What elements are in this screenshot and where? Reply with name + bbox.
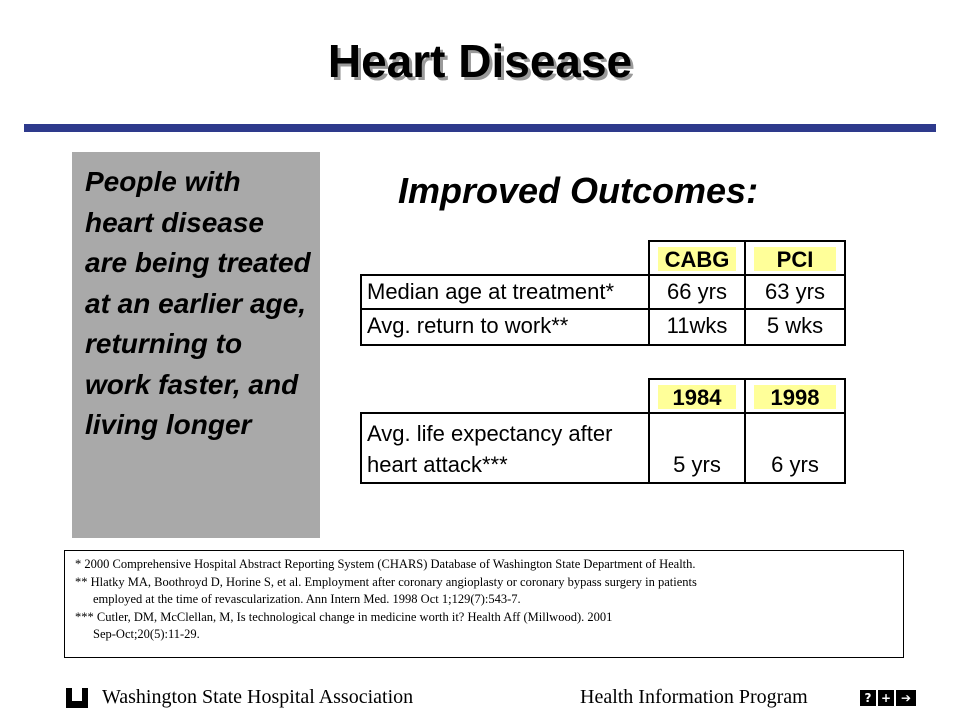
- callout-box: [72, 152, 320, 538]
- table1-row1-pci: 63 yrs: [744, 274, 846, 310]
- table2-header-1984: [648, 378, 746, 414]
- table1-row2-pci: 5 wks: [744, 308, 846, 346]
- section-heading: Improved Outcomes:: [398, 170, 759, 211]
- table1-row1-label: Median age at treatment*: [360, 274, 650, 310]
- table2-row1-label-line1: Avg. life expectancy after: [367, 421, 613, 446]
- plus-nav-button[interactable]: +: [878, 690, 894, 706]
- table1-header-pci: [744, 240, 846, 276]
- callout-text: People with heart disease are being treated at an earlier age, returning to work faster, and living longer: [85, 166, 311, 440]
- reference-3-line2: Sep-Oct;20(5):11-29.: [93, 627, 200, 641]
- table1-header-cabg-label: CABG: [658, 247, 736, 271]
- table1-header-cabg: [648, 240, 746, 276]
- next-arrow-nav-button[interactable]: ➔: [896, 690, 916, 706]
- table2-row1-label-line2: heart attack***: [367, 452, 508, 477]
- table1-row2-label: Avg. return to work**: [360, 308, 650, 346]
- table2-header-1998: [744, 378, 846, 414]
- reference-1: * 2000 Comprehensive Hospital Abstract Reporting System (CHARS) Database of Washington State Department of Health.: [75, 557, 696, 571]
- table2-row1-1984: 5 yrs: [648, 412, 746, 484]
- table2-header-1984-label: 1984: [658, 385, 736, 409]
- table1-row1-cabg: 66 yrs: [648, 274, 746, 310]
- table1-row2-cabg: 11wks: [648, 308, 746, 346]
- footer-program: Health Information Program: [580, 686, 808, 708]
- wsha-logo-icon: [66, 688, 88, 708]
- title-divider: [24, 124, 936, 132]
- reference-3-line1: *** Cutler, DM, McClellan, M, Is technological change in medicine worth it? Health Aff (Millwood). 2001: [75, 609, 613, 624]
- reference-2-line2: employed at the time of revascularization. Ann Intern Med. 1998 Oct 1;129(7):543-7.: [93, 592, 521, 606]
- table2-row1-label: [360, 412, 650, 484]
- reference-2-line1: ** Hlatky MA, Boothroyd D, Horine S, et al. Employment after coronary angioplasty or coronary bypass surgery in patients: [75, 574, 697, 589]
- references-box: [64, 550, 904, 658]
- help-nav-button[interactable]: ?: [860, 690, 876, 706]
- table1-header-pci-label: PCI: [754, 247, 836, 271]
- table2-header-1998-label: 1998: [754, 385, 836, 409]
- footer-organization: Washington State Hospital Association: [102, 686, 414, 708]
- slide-title: Heart Disease: [327, 35, 633, 87]
- table2-row1-1998: 6 yrs: [744, 412, 846, 484]
